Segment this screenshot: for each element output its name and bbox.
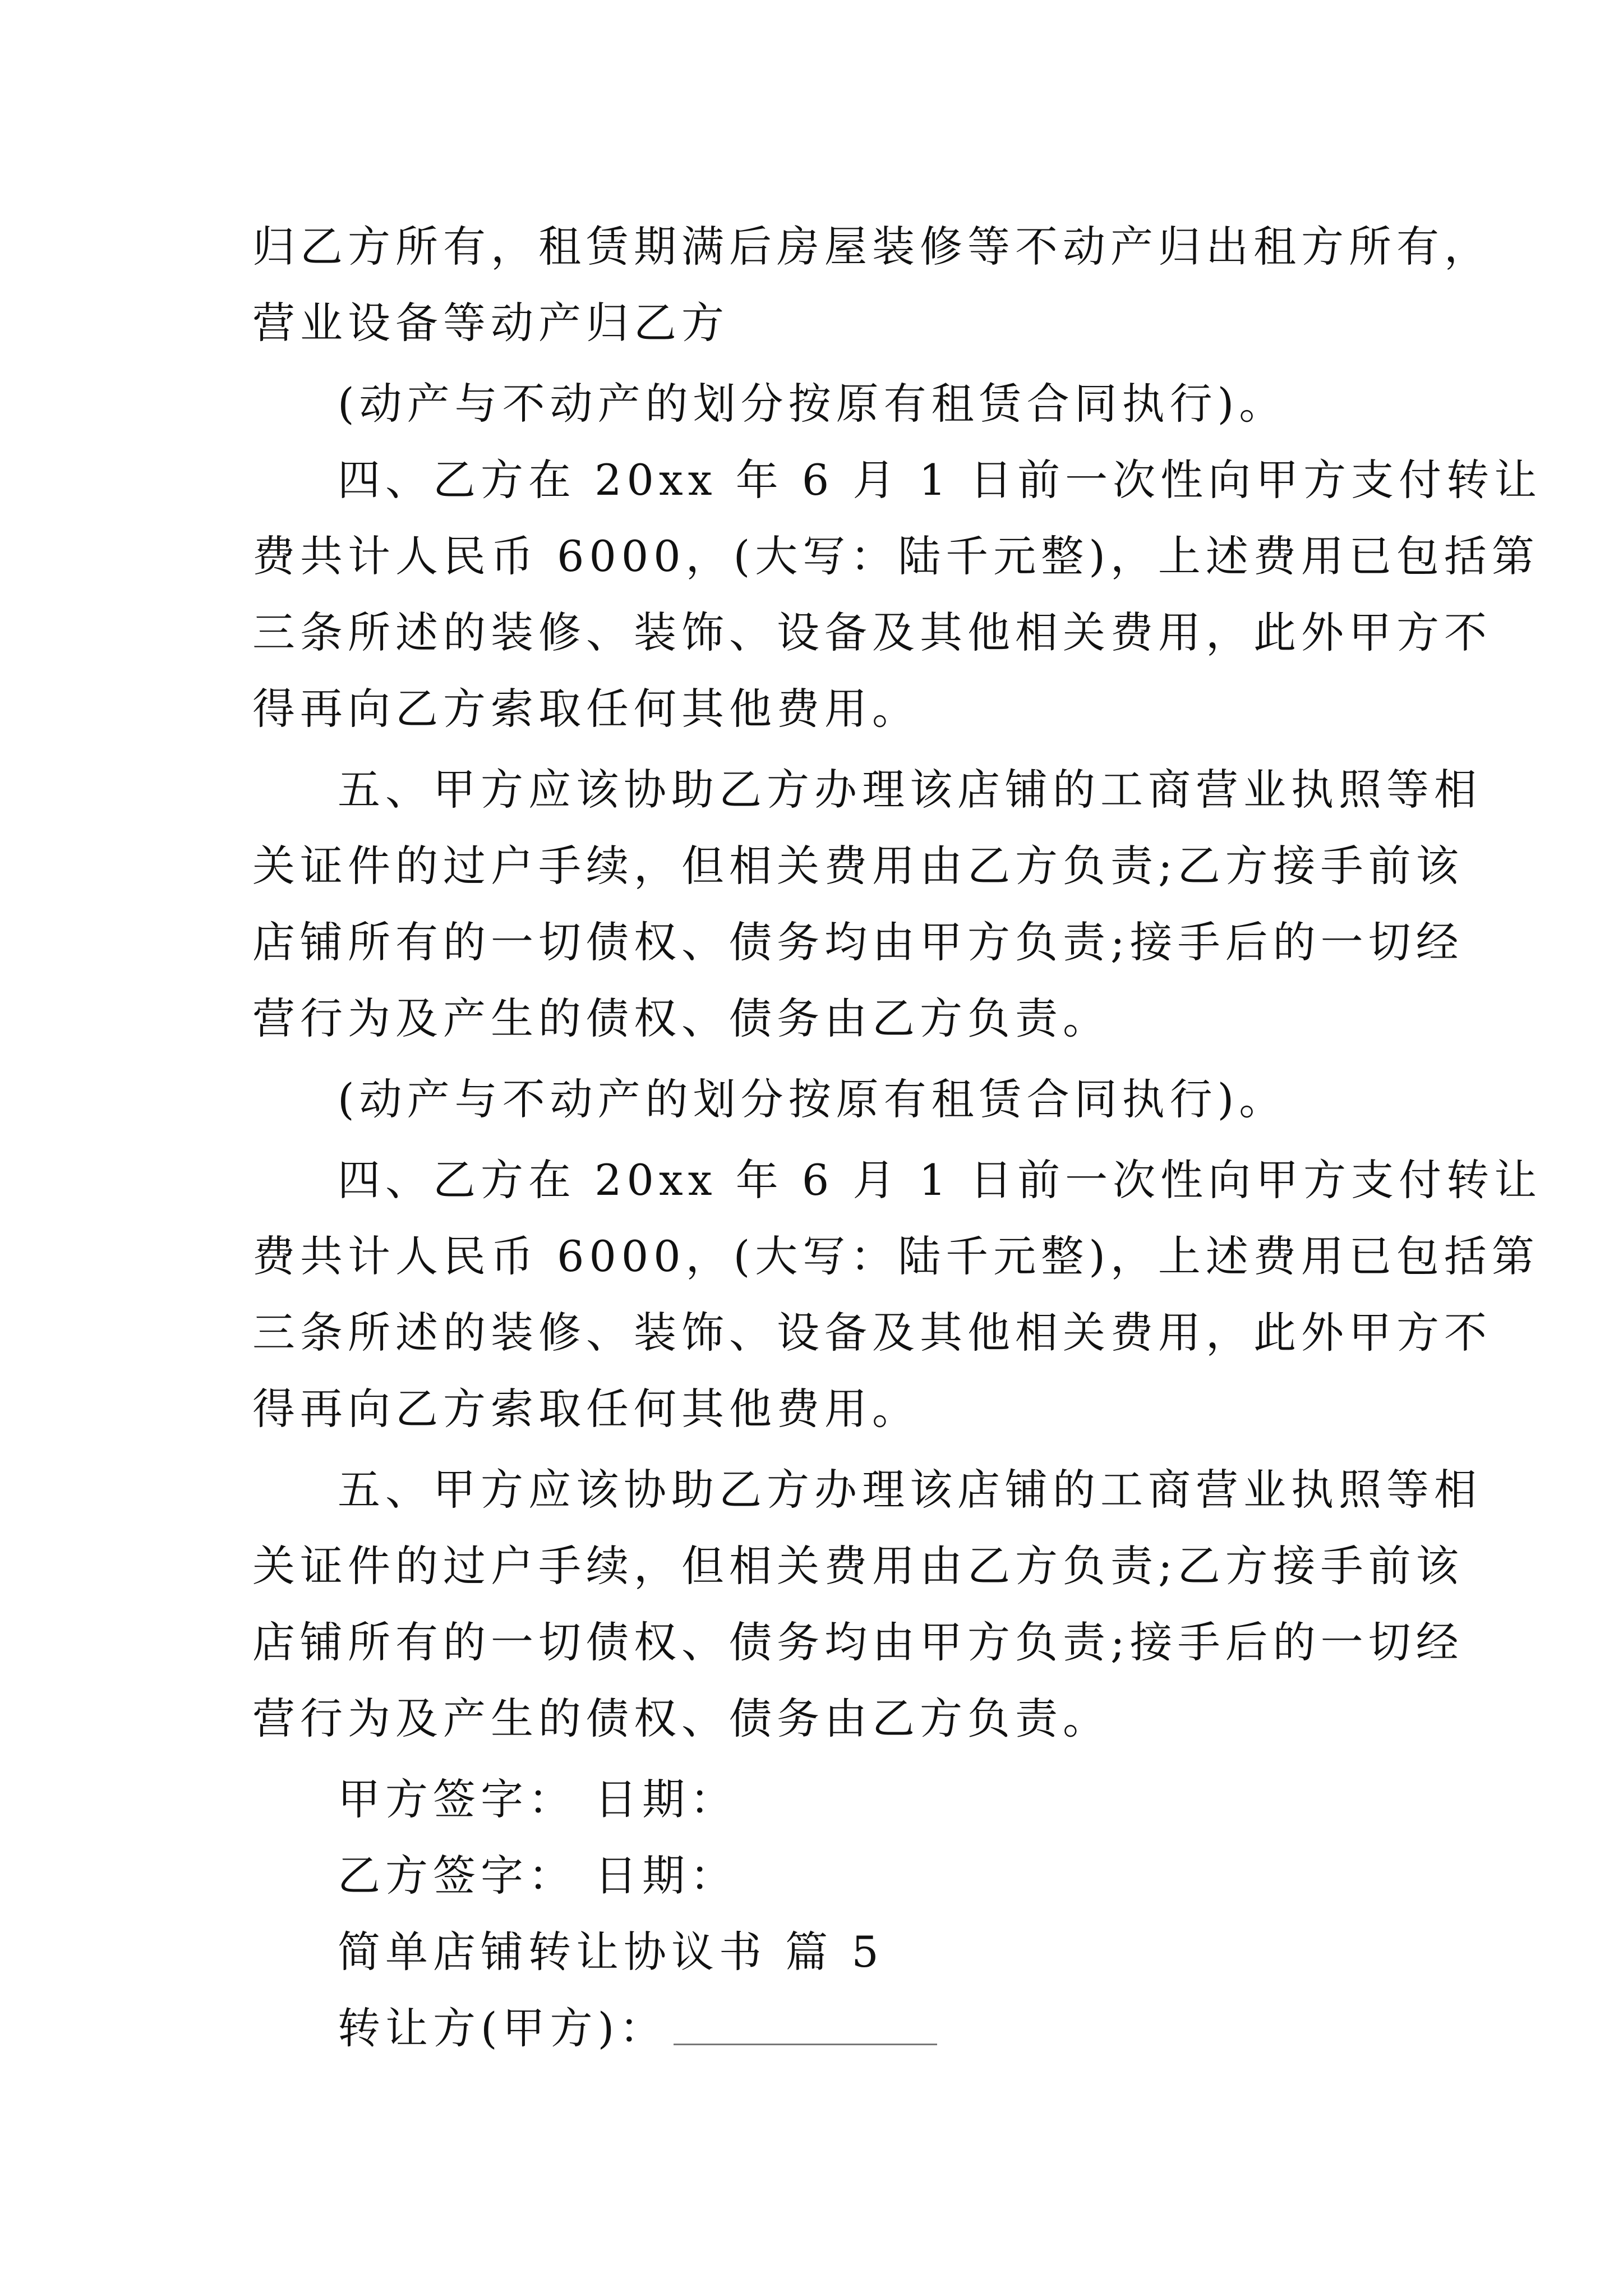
paragraph-line: 三条所述的装修、装饰、设备及其他相关费用，此外甲方不 <box>252 608 1492 657</box>
paragraph-line: 店铺所有的一切债权、债务均由甲方负责;接手后的一切经 <box>252 917 1464 967</box>
paragraph-line: 费共计人民币 6000，(大写：陆千元整)，上述费用已包括第 <box>252 1231 1539 1281</box>
paragraph-line: 归乙方所有，租赁期满后房屋装修等不动产归出租方所有， <box>252 222 1492 272</box>
paragraph-line: 五、甲方应该协助乙方办理该店铺的工商营业执照等相 <box>338 765 1482 815</box>
paragraph-line: 得再向乙方索取任何其他费用。 <box>252 1384 920 1434</box>
signature-line-party-a: 甲方签字： 日期： <box>338 1774 738 1824</box>
fill-in-blank <box>674 2041 937 2045</box>
paragraph-line: 费共计人民币 6000，(大写：陆千元整)，上述费用已包括第 <box>252 531 1539 581</box>
section-heading: 简单店铺转让协议书 篇 5 <box>338 1927 884 1977</box>
signature-line-party-b: 乙方签字： 日期： <box>338 1851 738 1901</box>
transferor-line <box>338 2001 937 2055</box>
paragraph-line: 五、甲方应该协助乙方办理该店铺的工商营业执照等相 <box>338 1465 1482 1515</box>
paragraph-line: 三条所述的装修、装饰、设备及其他相关费用，此外甲方不 <box>252 1308 1492 1358</box>
paragraph-line: 关证件的过户手续，但相关费用由乙方负责;乙方接手前该 <box>252 1541 1464 1591</box>
paragraph-line: (动产与不动产的划分按原有租赁合同执行)。 <box>338 379 1287 429</box>
paragraph-line: 营行为及产生的债权、债务由乙方负责。 <box>252 993 1110 1043</box>
paragraph-line: 营行为及产生的债权、债务由乙方负责。 <box>252 1694 1110 1743</box>
paragraph-line: (动产与不动产的划分按原有租赁合同执行)。 <box>338 1074 1287 1124</box>
transferor-label: 转让方(甲方)： <box>338 2003 667 2053</box>
paragraph-line: 四、乙方在 20xx 年 6 月 1 日前一次性向甲方支付转让 <box>338 455 1542 505</box>
paragraph-line: 营业设备等动产归乙方 <box>252 298 729 348</box>
paragraph-line: 店铺所有的一切债权、债务均由甲方负责;接手后的一切经 <box>252 1617 1464 1667</box>
paragraph-line: 关证件的过户手续，但相关费用由乙方负责;乙方接手前该 <box>252 841 1464 891</box>
paragraph-line: 得再向乙方索取任何其他费用。 <box>252 684 920 734</box>
paragraph-line: 四、乙方在 20xx 年 6 月 1 日前一次性向甲方支付转让 <box>338 1155 1542 1205</box>
